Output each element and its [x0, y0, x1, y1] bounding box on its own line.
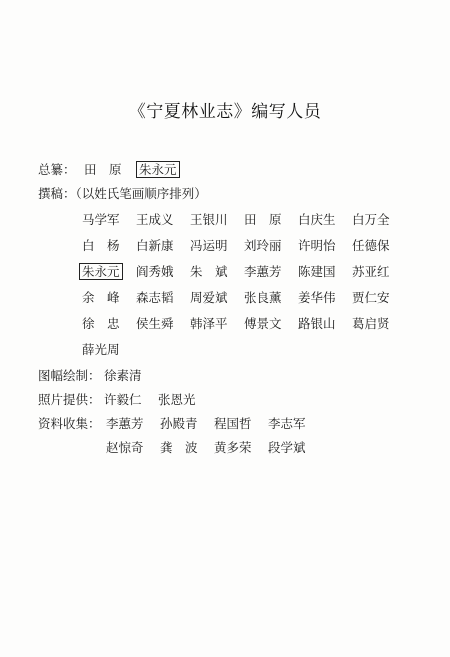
writer-name: 侯生舜	[136, 316, 174, 331]
writer-name: 白万全	[352, 212, 390, 227]
writer-name: 朱 斌	[190, 264, 228, 279]
writer-name: 任德保	[352, 238, 390, 253]
writer-name: 李蕙芳	[244, 264, 282, 279]
materials-label: 资料收集：	[38, 416, 101, 431]
photos-name: 张恩光	[158, 392, 196, 407]
map-drawing-label: 图幅绘制：	[38, 368, 101, 383]
photos-label: 照片提供：	[38, 392, 101, 407]
chief-editor-name: 田 原	[84, 162, 122, 177]
writer-name-boxed: 朱永元	[79, 263, 123, 280]
writer-name: 路银山	[298, 316, 336, 331]
writer-name: 张良薰	[244, 290, 282, 305]
writers-label: 撰稿：（以姓氏笔画顺序排列）	[38, 186, 207, 201]
materials-name: 龚 波	[160, 440, 198, 455]
writer-name: 王银川	[190, 212, 228, 227]
writer-name: 周爱斌	[190, 290, 228, 305]
writer-name: 陈建国	[298, 264, 336, 279]
writer-name: 韩泽平	[190, 316, 228, 331]
writer-name: 姜华伟	[298, 290, 336, 305]
writer-name: 许明怡	[298, 238, 336, 253]
materials-name: 程国哲	[214, 416, 252, 431]
materials-name: 黄多荣	[214, 440, 252, 455]
writer-name: 苏亚红	[352, 264, 390, 279]
writer-name: 余 峰	[82, 290, 120, 305]
writer-name: 马学军	[82, 212, 120, 227]
writer-name: 王成义	[136, 212, 174, 227]
photos-name: 许毅仁	[104, 392, 142, 407]
writer-name: 刘玲丽	[244, 238, 282, 253]
writer-name: 白庆生	[298, 212, 336, 227]
writer-name: 贾仁安	[352, 290, 390, 305]
writer-name: 薛光周	[82, 342, 120, 357]
page-title: 《宁夏林业志》编写人员	[128, 102, 322, 122]
materials-name: 李蕙芳	[106, 416, 144, 431]
materials-name: 段学斌	[268, 440, 306, 455]
writer-name: 徐 忠	[82, 316, 120, 331]
materials-name: 李志军	[268, 416, 306, 431]
materials-name: 赵惊奇	[106, 440, 144, 455]
map-drawing-name: 徐素清	[104, 368, 142, 383]
writer-name: 葛启贤	[352, 316, 390, 331]
writer-name: 白 杨	[82, 238, 120, 253]
writer-name: 田 原	[244, 212, 282, 227]
chief-editor-name-boxed: 朱永元	[136, 161, 180, 178]
materials-name: 孙殿青	[160, 416, 198, 431]
writer-name: 冯运明	[190, 238, 228, 253]
writer-name: 森志韬	[136, 290, 174, 305]
writer-name: 白新康	[136, 238, 174, 253]
chief-editor-label: 总纂：	[38, 162, 76, 177]
writer-name: 傅景文	[244, 316, 282, 331]
writer-name: 阎秀娥	[136, 264, 174, 279]
